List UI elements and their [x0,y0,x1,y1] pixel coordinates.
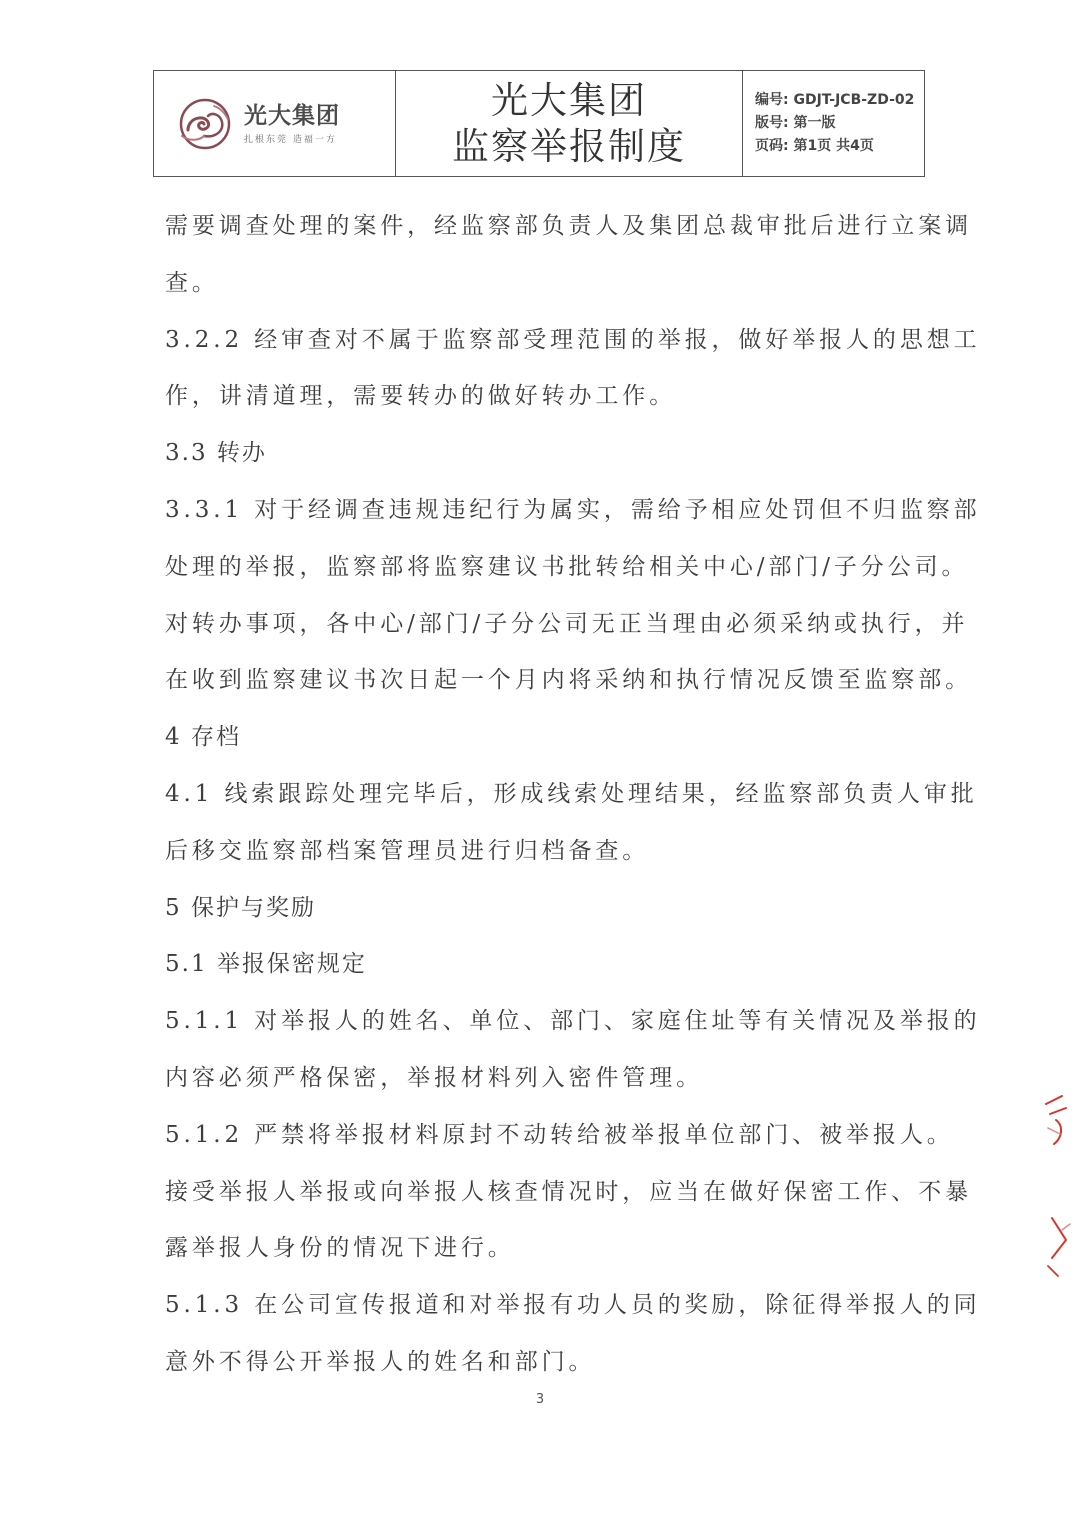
section-heading: 5 保护与奖励 [165,894,316,921]
cloud-swirl-logo-icon [174,96,236,152]
body-line: 3.2.2 经审查对不属于监察部受理范围的举报，做好举报人的思想工 [165,326,981,353]
document-header [153,70,925,177]
body-line: 5.1.1 对举报人的姓名、单位、部门、家庭住址等有关情况及举报的 [165,1008,981,1035]
header-title-cell [396,71,743,176]
body-line: 5.1.3 在公司宣传报道和对举报有功人员的奖励，除征得举报人的同 [165,1292,981,1319]
body-line: 需要调查处理的案件，经监察部负责人及集团总裁审批后进行立案调 [165,213,972,239]
doc-version: 版号: 第一版 [755,115,836,131]
company-title: 光大集团 [491,78,647,122]
body-line: 露举报人身份的情况下进行。 [165,1235,515,1262]
document-title: 监察举报制度 [452,124,686,168]
logo-text-block [244,102,340,145]
body-line: 5.1.2 严禁将举报材料原封不动转给被举报单位部门、被举报人。 [165,1121,954,1148]
page-info: 页码: 第1页 共4页 [755,138,874,154]
body-line: 处理的举报，监察部将监察建议书批转给相关中心/部门/子分公司。 [165,553,969,580]
logo-name: 光大集团 [244,103,340,129]
body-line: 在收到监察建议书次日起一个月内将采纳和执行情况反馈至监察部。 [165,667,972,694]
body-line: 4.1 线索跟踪处理完毕后，形成线索处理结果，经监察部负责人审批 [165,780,978,807]
body-line: 对转办事项，各中心/部门/子分公司无正当理由必须采纳或执行，并 [165,610,969,637]
logo-slogan: 扎根东莞 造福一方 [244,135,337,145]
body-line: 后移交监察部档案管理员进行归档备查。 [165,837,650,864]
header-logo-cell [154,71,396,176]
body-line: 接受举报人举报或向举报人核查情况时，应当在做好保密工作、不暴 [165,1178,972,1205]
doc-number: 编号: GDJT-JCB-ZD-02 [755,92,915,108]
body-line: 3.3.1 对于经调查违规违纪行为属实，需给予相应处罚但不归监察部 [165,496,981,523]
document-body [165,198,981,1391]
red-seal-fragment-icon [1040,1090,1076,1280]
body-line: 意外不得公开举报人的姓名和部门。 [165,1348,596,1375]
body-line: 内容必须严格保密，举报材料列入密件管理。 [165,1064,703,1091]
section-heading: 4 存档 [165,724,241,751]
page-number: 3 [535,1392,545,1407]
section-heading: 3.3 转办 [165,440,267,467]
body-line: 作，讲清道理，需要转办的做好转办工作。 [165,383,677,410]
header-meta-cell [743,71,924,176]
section-heading: 5.1 举报保密规定 [165,951,367,978]
body-line: 查。 [165,269,219,296]
